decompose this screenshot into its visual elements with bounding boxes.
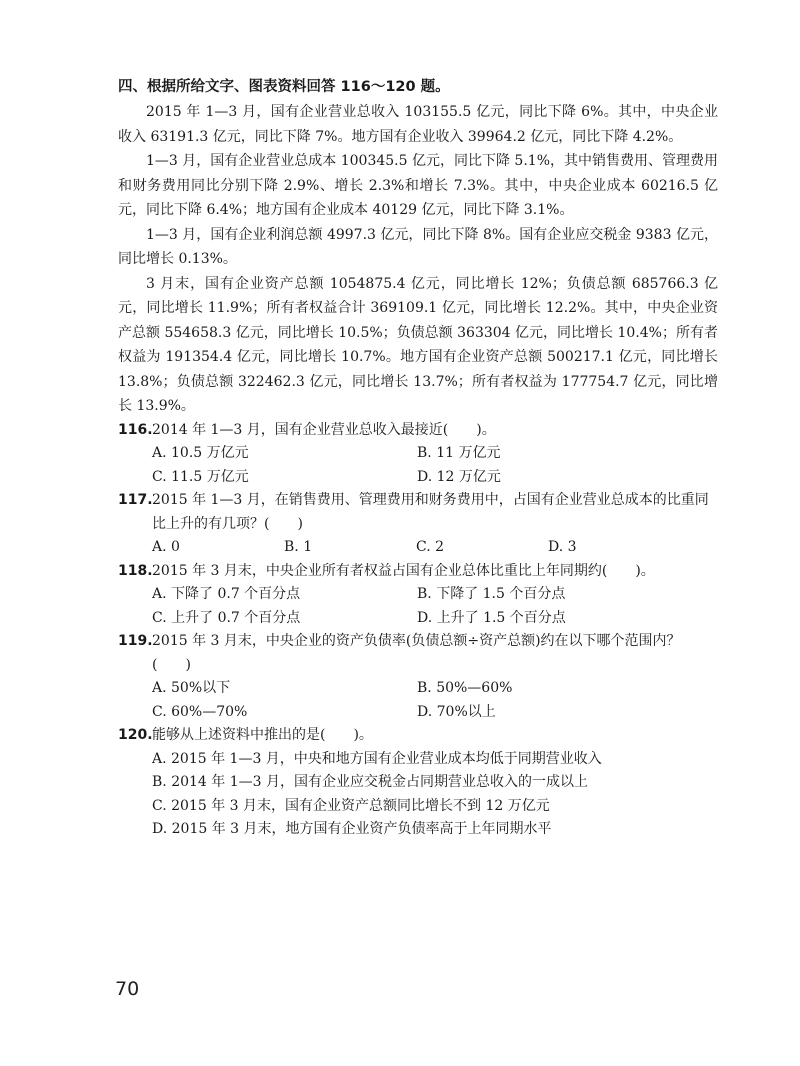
question-number: 120. xyxy=(118,727,153,743)
paragraph-cost: 1—3 月，国有企业营业总成本 100345.5 亿元，同比下降 5.1%，其中销售费用、管理费用和财务费用同比分别下降 2.9%、增长 2.3%和增长 7.3%。其中，中央企业成本 60216.5 亿元，同比下降 6.4%；地方国有企业成本 40129 亿元，同比下降 3.1%。 xyxy=(118,153,718,218)
question-text: 能够从上述资料中推出的是( )。 xyxy=(152,727,373,743)
question-number: 118. xyxy=(118,562,153,579)
option-c: C. 上升了 0.7 个百分点 xyxy=(152,609,301,626)
option-b: B. 2014 年 1—3 月，国有企业应交税金占同期营业总收入的一成以上 xyxy=(152,774,588,790)
question-120 xyxy=(118,724,718,842)
option-d: D. 2015 年 3 月末，地方国有企业资产负债率高于上年同期水平 xyxy=(152,821,552,837)
question-number: 116. xyxy=(118,421,153,438)
question-text: 2015 年 3 月末，中央企业所有者权益占国有企业总体比重比上年同期约( )。 xyxy=(152,562,655,579)
option-c: C. 2 xyxy=(416,539,445,555)
option-d: D. 12 万亿元 xyxy=(417,468,501,485)
paragraph-profit: 1—3 月，国有企业利润总额 4997.3 亿元，同比下降 8%。国有企业应交税金 9383 亿元，同比增长 0.13%。 xyxy=(118,226,718,267)
options xyxy=(118,677,718,724)
question-119 xyxy=(118,630,718,724)
question-number: 119. xyxy=(118,633,153,649)
options xyxy=(118,583,718,630)
paragraph-assets: 3 月末，国有企业资产总额 1054875.4 亿元，同比增长 12%；负债总额 685766.3 亿元，同比增长 11.9%；所有者权益合计 369109.1 亿元，同比增长 12.2%。其中，中央企业资产总额 554658.3 亿元，同比增长 10.5%；负债总额 363304 亿元，同比增长 10.4%；所有者权益为 191354.4 亿元，同比增长 10.7%。地方国有企业资产总额 500217.1 亿元，同比增长 13.8%；负债总额 322462.3 亿元，同比增长 13.7%；所有者权益为 177754.7 亿元，同比增长 13.9%。 xyxy=(118,275,718,414)
option-d: D. 3 xyxy=(548,539,577,555)
option-c: C. 60%—70% xyxy=(152,703,248,720)
question-text: 2015 年 1—3 月，在销售费用、管理费用和财务费用中，占国有企业营业总成本的比重同比上升的有几项？( ) xyxy=(152,492,709,532)
option-b: B. 11 万亿元 xyxy=(417,445,501,461)
question-116 xyxy=(118,419,718,490)
option-b: B. 50%—60% xyxy=(417,680,513,696)
option-a: A. 下降了 0.7 个百分点 xyxy=(152,586,301,602)
page-content xyxy=(118,76,718,842)
question-text: 2014 年 1—3 月，国有企业营业总收入最接近( )。 xyxy=(152,421,496,438)
options xyxy=(118,442,718,489)
question-118 xyxy=(118,560,718,631)
options xyxy=(118,748,718,842)
page-number: 70 xyxy=(115,978,140,1000)
option-b: B. 1 xyxy=(284,539,313,555)
option-a: A. 2015 年 1—3 月，中央和地方国有企业营业成本均低于同期营业收入 xyxy=(152,750,602,767)
option-c: C. 11.5 万亿元 xyxy=(152,468,249,485)
question-117 xyxy=(118,489,718,560)
options xyxy=(118,536,718,560)
option-a: A. 0 xyxy=(152,539,180,555)
option-b: B. 下降了 1.5 个百分点 xyxy=(417,586,566,602)
option-c: C. 2015 年 3 月末，国有企业资产总额同比增长不到 12 万亿元 xyxy=(152,797,550,814)
option-a: A. 10.5 万亿元 xyxy=(152,445,249,461)
paragraph-revenue: 2015 年 1—3 月，国有企业营业总收入 103155.5 亿元，同比下降 6%。其中，中央企业收入 63191.3 亿元，同比下降 7%。地方国有企业收入 39964.2 亿元，同比下降 4.2%。 xyxy=(118,104,718,145)
option-d: D. 70%以上 xyxy=(417,703,496,720)
question-text: 2015 年 3 月末，中央企业的资产负债率(负债总额÷资产总额)约在以下哪个范围内？( ) xyxy=(152,633,681,673)
question-number: 117. xyxy=(118,492,153,508)
option-a: A. 50%以下 xyxy=(152,680,231,696)
section-title: 四、根据所给文字、图表资料回答 116～120 题。 xyxy=(118,79,450,95)
option-d: D. 上升了 1.5 个百分点 xyxy=(417,609,566,626)
